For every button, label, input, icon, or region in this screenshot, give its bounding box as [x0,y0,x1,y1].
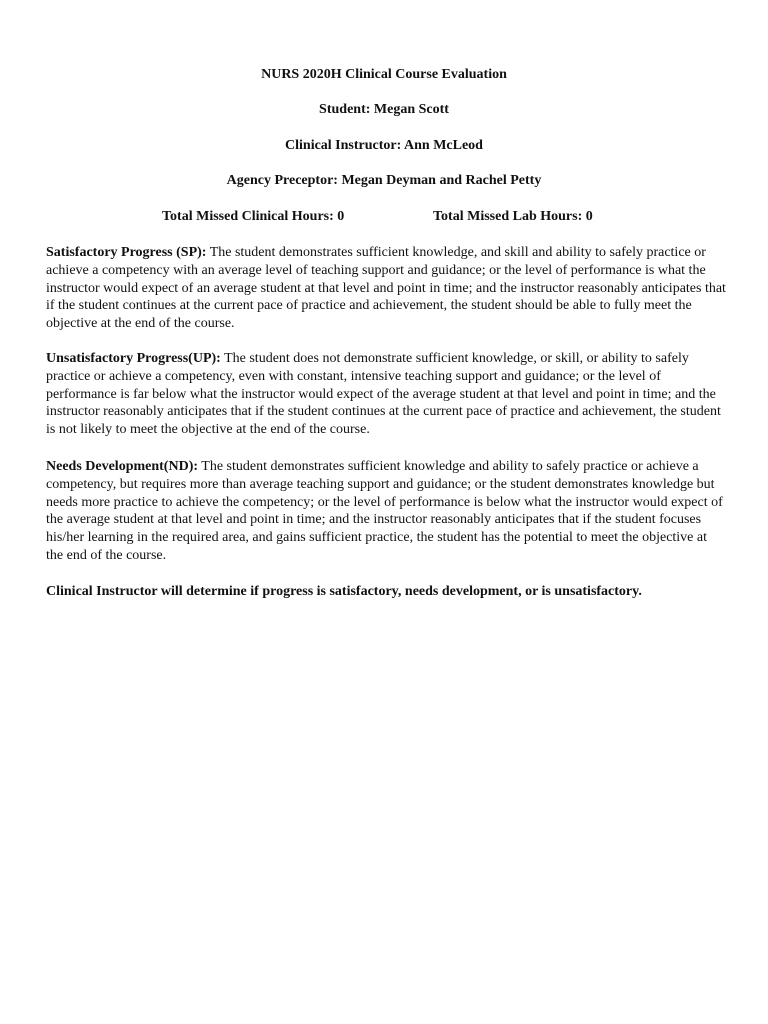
definition-term: Needs Development(ND): [46,459,199,474]
definition-satisfactory [46,244,726,333]
definition-term: Satisfactory Progress (SP): [46,245,207,260]
agency-preceptor: Agency Preceptor: Megan Deyman and Rachel Petty [226,173,542,188]
definition-needs-development [46,458,726,565]
missed-lab-hours: Total Missed Lab Hours: 0 [433,209,593,224]
definition-text: The student does not demonstrate sufficient knowledge, or skill, or ability to safely practice or achieve a competency, even with constant, intensive teaching support and guidance; or the level of performance is far below what the instructor would expect of the average student at that level and point in time; and the instructor reasonably anticipates that if the student continues at the current pace of practice and achievement, the student is not likely to meet the objective at the end of the course. [46,351,721,438]
missed-clinical-hours: Total Missed Clinical Hours: 0 [162,209,345,224]
clinical-instructor: Clinical Instructor: Ann McLeod [285,138,483,153]
student-name: Student: Megan Scott [319,102,449,117]
definition-unsatisfactory [46,350,726,439]
instructor-determination-statement: Clinical Instructor will determine if progress is satisfactory, needs development, or is unsatisfactory. [46,584,642,599]
definition-text: The student demonstrates sufficient knowledge and ability to safely practice or achieve a competency, but requires more than average teaching support and guidance; or the student demonstrates knowledge but needs more practice to achieve the competency; or the level of performance is below what the instructor would expect of the average student at that level and point in time; and the instructor reasonably anticipates that if the student focuses his/her learning in the required area, and gains sufficient practice, the student has the potential to meet the objective at the end of the course. [46,459,723,563]
definition-term: Unsatisfactory Progress(UP): [46,351,221,366]
definition-text: The student demonstrates sufficient knowledge, and skill and ability to safely practice or achieve a competency with an average level of teaching support and guidance; or the level of performance is what the instructor would expect of an average student at that level and point in time; and the instructor reasonably anticipates that if the student continues at the current pace of practice and achievement, the student should be able to fully meet the objective at the end of the course. [46,245,726,332]
course-title: NURS 2020H Clinical Course Evaluation [261,67,507,82]
